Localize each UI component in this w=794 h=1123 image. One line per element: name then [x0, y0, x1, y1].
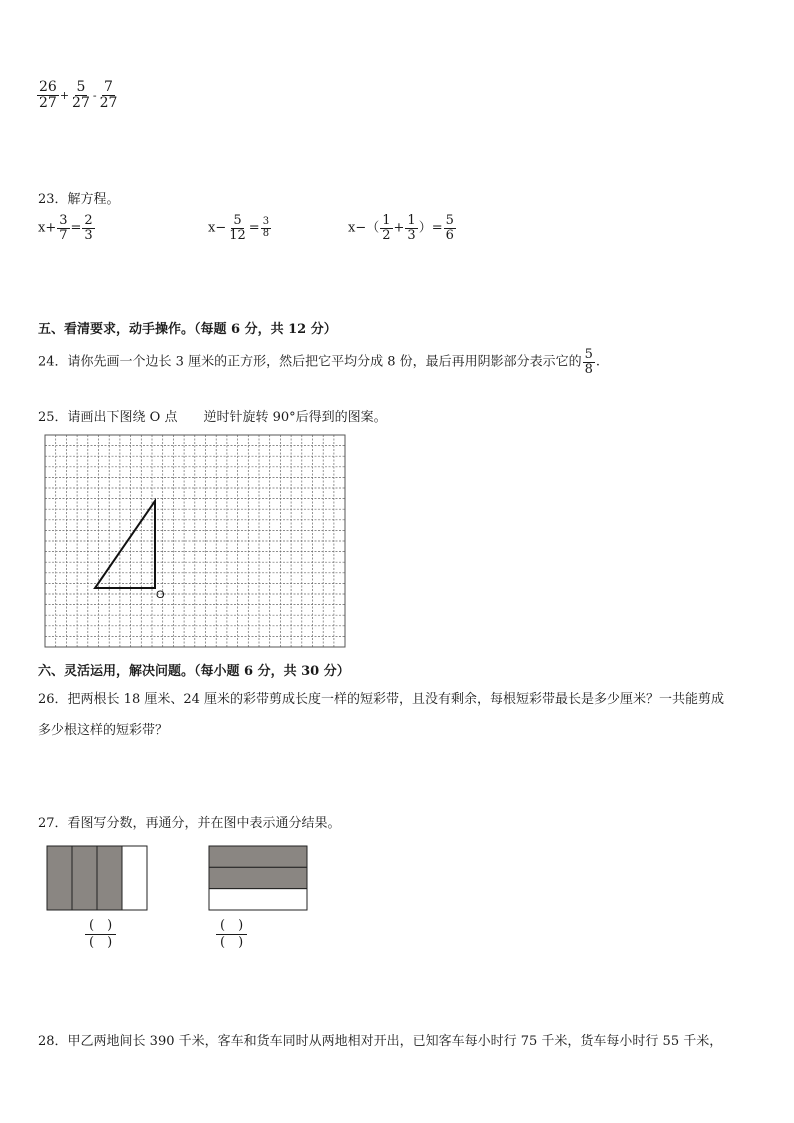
- point-o-label: O: [156, 589, 165, 601]
- q27-answer-2: ( ) ( ): [216, 918, 247, 950]
- q26-line-2: 多少根这样的短彩带？: [38, 723, 169, 738]
- operator-plus: +: [59, 89, 70, 103]
- fig2-part: [209, 846, 307, 867]
- fraction-term-1: $\frac{26}{27}$: [39, 79, 57, 111]
- q24-text: 24．请你先画一个边长 3 厘米的正方形，然后把它平均分成 8 份，最后再用阴影部分表示它的 $\frac{5}{8}$ .: [38, 347, 601, 377]
- q23-title: 23．解方程。: [38, 192, 120, 207]
- q23-equation-2: x− $\frac{5}{12}$ = $\frac{3}{8}$: [208, 213, 270, 243]
- grid-figure: [44, 434, 346, 648]
- fig1-part: [97, 846, 122, 910]
- fraction-term-2: $\frac{5}{27}$: [72, 79, 90, 111]
- fig1-part: [72, 846, 97, 910]
- q26-line-1: 26．把两根长 18 厘米、24 厘米的彩带剪成长度一样的短彩带，且没有剩余，每根短彩带最长是多少厘米？一共能剪成: [38, 692, 725, 707]
- q23-equation-1: x+ $\frac{3}{7}$ = $\frac{2}{3}$: [38, 213, 93, 243]
- section-5-title: 五、看清要求，动手操作。（每题 6 分，共 12 分）: [38, 322, 337, 337]
- q28-text: 28．甲乙两地间长 390 千米，客车和货车同时从两地相对开出，已知客车每小时行 75 千米，货车每小时行 55 千米，: [38, 1034, 723, 1049]
- q23-equation-3: x−（ $\frac{1}{2}$ + $\frac{1}{3}$ ）= $\frac{5}{6}$: [348, 213, 454, 243]
- operator-minus: -: [92, 89, 97, 103]
- q27-text: 27．看图写分数，再通分，并在图中表示通分结果。: [38, 816, 341, 831]
- fraction-term-3: $\frac{7}{27}$: [99, 79, 118, 111]
- fig1-part: [122, 846, 147, 910]
- fig2-part: [209, 889, 307, 910]
- section-6-title: 六、灵活运用，解决问题。（每小题 6 分，共 30 分）: [38, 664, 350, 679]
- fig2-part: [209, 867, 307, 888]
- triangle-shape: [95, 501, 155, 588]
- q27-figure-1: [46, 845, 148, 911]
- fraction-expression: [36, 80, 120, 110]
- q25-text: 25．请画出下图绕 O 点 逆时针旋转 90°后得到的图案。: [38, 410, 387, 425]
- q27-figure-2: [208, 845, 308, 911]
- fig1-part: [47, 846, 72, 910]
- q27-answer-1: ( ) ( ): [85, 918, 116, 950]
- q24-fraction: $\frac{5}{8}$: [584, 347, 593, 377]
